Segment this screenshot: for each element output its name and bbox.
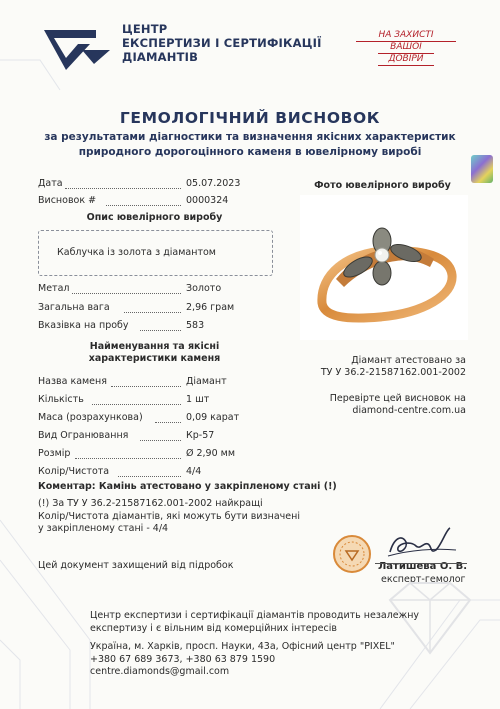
field-value: Золото	[186, 283, 222, 294]
subtitle	[20, 130, 480, 160]
dotted-leader	[92, 404, 181, 405]
field-value: Кр-57	[186, 430, 215, 441]
email-link[interactable]: centre.diamonds@gmail.com	[90, 666, 230, 677]
certification-line: Діамант атестовано за	[351, 355, 466, 366]
certification-line: ТУ У 36.2-21587162.001-2002	[320, 367, 466, 378]
org-name-line: ЕКСПЕРТИЗИ І СЕРТИФІКАЦІЇ	[122, 36, 322, 50]
field-row	[0, 430, 300, 442]
footer-notice-line: експертизу і є вільним від комерційних інтересів	[90, 622, 337, 634]
dotted-leader	[106, 205, 181, 206]
dotted-leader	[140, 330, 181, 331]
dotted-leader	[75, 458, 181, 459]
stone-comment: Коментар: Камінь атестовано у закріпленому стані (!)	[38, 481, 337, 492]
signature-line	[375, 563, 467, 564]
field-row	[0, 412, 300, 424]
slogan	[356, 30, 456, 64]
field-value: 4/4	[186, 466, 202, 477]
dotted-leader	[124, 312, 181, 313]
stone-section-title-line: Найменування та якісні	[89, 341, 220, 352]
signatory-role: експерт-гемолог	[381, 574, 466, 585]
number-value: 0000324	[186, 195, 229, 206]
ring-image-icon	[300, 195, 468, 340]
phone-numbers[interactable]: +380 67 689 3673, +380 63 879 1590	[90, 653, 276, 665]
dotted-leader	[111, 386, 181, 387]
field-row	[0, 320, 300, 332]
dotted-leader	[72, 293, 181, 294]
org-name-line: ЦЕНТР	[122, 22, 168, 36]
org-name	[122, 22, 322, 64]
field-label: Вказівка на пробу	[38, 320, 129, 331]
footer-notice-line: Центр експертизи і сертифікації діамантів проводить незалежну	[90, 610, 420, 621]
slogan-line: ВАШОЇ	[378, 42, 434, 54]
note-line: Колір/Чистота діамантів, які можуть бути визначені	[38, 510, 300, 522]
signature-icon	[380, 520, 460, 562]
field-value: Діамант	[186, 376, 227, 387]
number-label: Висновок #	[38, 195, 97, 206]
subtitle-line: за результатами діагностики та визначення якісних характеристик	[44, 131, 456, 143]
field-label: Метал	[38, 283, 70, 294]
field-row	[0, 448, 300, 460]
signatory-name: Латишева О. В.	[378, 561, 468, 572]
org-name-line: ДІАМАНТІВ	[122, 50, 199, 64]
verify-text	[300, 393, 466, 417]
ring-photo	[300, 195, 468, 340]
field-value: 2,96 грам	[186, 302, 235, 313]
field-row	[0, 394, 300, 406]
date-value: 05.07.2023	[186, 178, 241, 189]
photo-caption: Фото ювелірного виробу	[314, 180, 451, 191]
item-description: Каблучка із золота з діамантом	[57, 247, 216, 258]
field-label: Розмір	[38, 448, 71, 459]
page-title: ГЕМОЛОГІЧНИЙ ВИСНОВОК	[119, 109, 381, 127]
note	[38, 498, 300, 536]
field-value: Ø 2,90 мм	[186, 448, 236, 459]
stone-section-title-line: характеристики каменя	[88, 353, 221, 364]
stone-section-title	[38, 341, 271, 365]
verify-link[interactable]: diamond-centre.com.ua	[352, 405, 466, 416]
field-row	[0, 376, 300, 388]
dotted-leader	[155, 422, 181, 423]
field-label: Вид Огранювання	[38, 430, 129, 441]
field-row	[0, 466, 300, 478]
dotted-leader	[140, 440, 181, 441]
subtitle-line: природного дорогоцінного каменя в ювелірному виробі	[78, 146, 422, 158]
item-description-box	[38, 230, 273, 276]
field-label: Колір/Чистота	[38, 466, 110, 477]
slogan-line: ДОВІРИ	[378, 54, 434, 66]
footer-contacts	[90, 641, 395, 679]
address: Україна, м. Харків, просп. Науки, 43а, Офісний центр "PIXEL"	[90, 641, 395, 652]
verify-line: Перевірте цей висновок на	[329, 393, 466, 404]
field-label: Загальна вага	[38, 302, 110, 313]
date-label: Дата	[38, 178, 63, 189]
field-value: 1 шт	[186, 394, 210, 405]
diamond-logo-icon	[38, 24, 116, 74]
footer-notice	[90, 610, 419, 635]
note-line: у закріпленому стані - 4/4	[38, 523, 169, 534]
field-label: Кількість	[38, 394, 84, 405]
field-value: 583	[186, 320, 205, 331]
field-value: 0,09 карат	[186, 412, 240, 423]
field-label: Назва каменя	[38, 376, 107, 387]
field-row	[0, 302, 300, 314]
item-section-title: Опис ювелірного виробу	[86, 212, 223, 223]
seal-icon	[332, 534, 372, 574]
field-label: Маса (розрахункова)	[38, 412, 143, 423]
note-line: (!) За ТУ У 36.2-21587162.001-2002 найкращі	[38, 498, 263, 509]
slogan-line: НА ЗАХИСТІ	[356, 30, 456, 42]
dotted-leader	[118, 476, 181, 477]
field-row	[0, 283, 300, 295]
dotted-leader	[65, 188, 181, 189]
protected-text: Цей документ захищений від підробок	[38, 560, 234, 571]
certification-text	[300, 355, 466, 379]
